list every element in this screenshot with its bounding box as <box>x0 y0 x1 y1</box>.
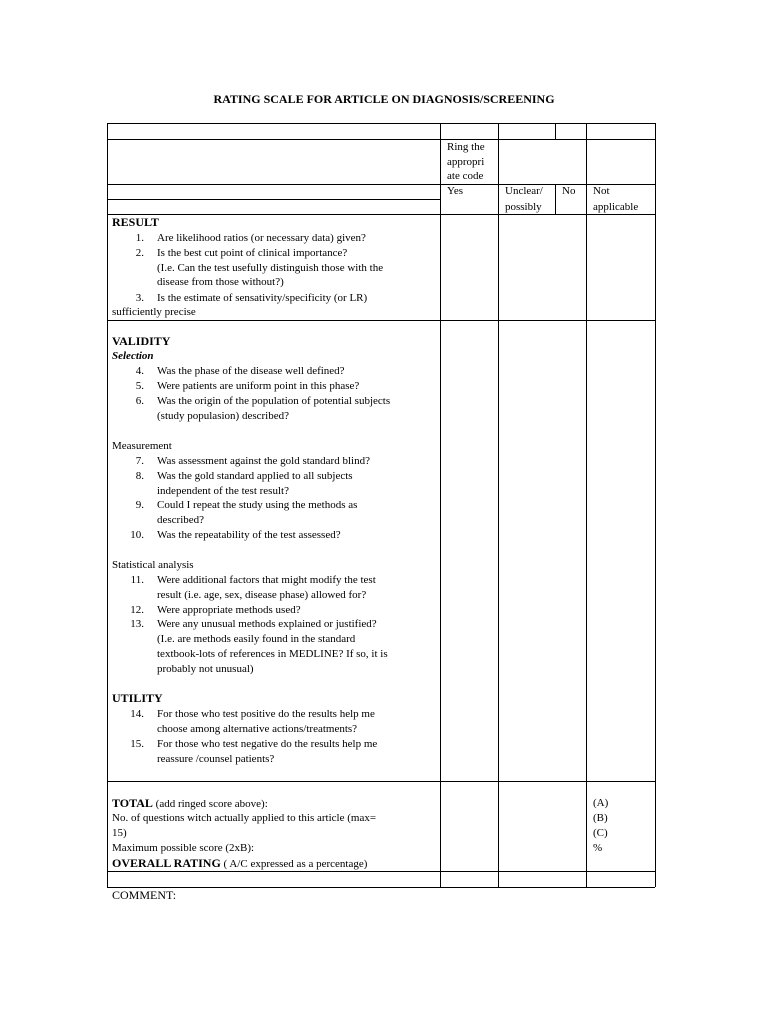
col-header-no: No <box>562 185 576 197</box>
question-text: Could I repeat the study using the methods as <box>157 499 358 511</box>
col-header-unclear: Unclear/ <box>505 185 543 197</box>
col-header-na: Not <box>593 185 610 197</box>
result-heading: RESULT <box>112 215 159 229</box>
question-text: Were any unusual methods explained or justified? <box>157 618 377 630</box>
overall-rating-label: OVERALL RATING <box>112 856 221 870</box>
question-number: 8. <box>135 470 144 482</box>
question-number: 6. <box>135 395 144 407</box>
col-divider-yes <box>440 123 441 887</box>
measurement-subheading: Measurement <box>112 440 172 452</box>
utility-heading: UTILITY <box>112 691 163 705</box>
question-text: reassure /counsel patients? <box>157 753 275 765</box>
question-text: Was the gold standard applied to all subjects <box>157 470 353 482</box>
statistical-subheading: Statistical analysis <box>112 559 194 571</box>
question-text: (study populasion) described? <box>157 410 289 422</box>
col-divider-no-top <box>555 123 556 139</box>
row-line <box>107 199 441 200</box>
col-header-na-2: applicable <box>593 201 639 213</box>
question-number: 7. <box>135 455 144 467</box>
questions-applied-line2: 15) <box>112 827 127 839</box>
question-number: 10. <box>130 529 144 541</box>
row-line <box>107 320 655 321</box>
table-border-right <box>655 123 656 887</box>
question-number: 2. <box>135 247 144 259</box>
question-text: result (i.e. age, sex, disease phase) allowed for? <box>157 589 367 601</box>
ring-code-line: Ring the <box>447 141 485 153</box>
marker-b: (B) <box>593 812 608 824</box>
question-text: Is the estimate of sensativity/specificity (or LR) <box>157 292 368 304</box>
question-text: Was the repeatability of the test assessed? <box>157 529 341 541</box>
question-number: 4. <box>135 365 144 377</box>
ring-code-line: ate code <box>447 170 484 182</box>
questions-applied-line1: No. of questions witch actually applied to this article (max= <box>112 812 377 824</box>
marker-percent: % <box>593 842 603 854</box>
question-number: 3. <box>135 292 144 304</box>
question-number: 11. <box>130 574 144 586</box>
question-text: probably not unusual) <box>157 663 254 675</box>
validity-heading: VALIDITY <box>112 334 171 348</box>
question-text: (I.e. are methods easily found in the standard <box>157 633 356 645</box>
question-text: Were additional factors that might modify the test <box>157 574 376 586</box>
selection-subheading: Selection <box>112 350 154 362</box>
table-border-bottom <box>107 887 655 888</box>
total-line <box>112 796 268 812</box>
question-text: (I.e. Can the test usefully distinguish those with the <box>157 262 384 274</box>
col-divider-na <box>586 123 587 887</box>
question-text: Was the phase of the disease well defined? <box>157 365 345 377</box>
question-text: textbook-lots of references in MEDLINE? If so, it is <box>157 648 388 660</box>
question-number: 1. <box>135 232 144 244</box>
total-label: TOTAL <box>112 796 153 810</box>
question-text: For those who test negative do the results help me <box>157 738 378 750</box>
question-text: Was the origin of the population of potential subjects <box>157 395 391 407</box>
question-text: choose among alternative actions/treatments? <box>157 723 358 735</box>
question-text: Is the best cut point of clinical importance? <box>157 247 348 259</box>
question-text: For those who test positive do the results help me <box>157 708 375 720</box>
question-number: 14. <box>130 708 144 720</box>
max-score-line: Maximum possible score (2xB): <box>112 842 255 854</box>
row-line <box>107 214 655 215</box>
marker-a: (A) <box>593 797 609 809</box>
question-number: 5. <box>135 380 144 392</box>
marker-c: (C) <box>593 827 608 839</box>
col-header-yes: Yes <box>447 185 464 197</box>
table-border-top <box>107 123 655 124</box>
question-text: Was assessment against the gold standard blind? <box>157 455 370 467</box>
col-header-unclear-2: possibly <box>505 201 542 213</box>
ring-code-line: appropri <box>447 156 485 168</box>
question-text: described? <box>157 514 205 526</box>
row-line <box>107 139 655 140</box>
question-number: 9. <box>135 499 144 511</box>
question-text: Were appropriate methods used? <box>157 604 301 616</box>
comment-label: COMMENT: <box>112 888 177 902</box>
row-line <box>107 781 655 782</box>
col-divider-unclear <box>498 123 499 887</box>
col-divider-no-header <box>555 184 556 214</box>
overall-rating-instruction: ( A/C expressed as a percentage) <box>220 858 368 870</box>
question-text: Were patients are uniform point in this phase? <box>157 380 360 392</box>
page-title: RATING SCALE FOR ARTICLE ON DIAGNOSIS/SCREENING <box>213 92 555 106</box>
total-instruction: (add ringed score above): <box>152 798 268 810</box>
question-number: 13. <box>130 618 144 630</box>
table-border-left <box>107 123 108 887</box>
question-text: Are likelihood ratios (or necessary data) given? <box>157 232 366 244</box>
question-number: 12. <box>130 604 144 616</box>
question-text-wrap: sufficiently precise <box>112 306 196 318</box>
overall-line <box>112 856 367 872</box>
question-number: 15. <box>130 738 144 750</box>
question-text: independent of the test result? <box>157 485 289 497</box>
question-text: disease from those without?) <box>157 276 284 288</box>
